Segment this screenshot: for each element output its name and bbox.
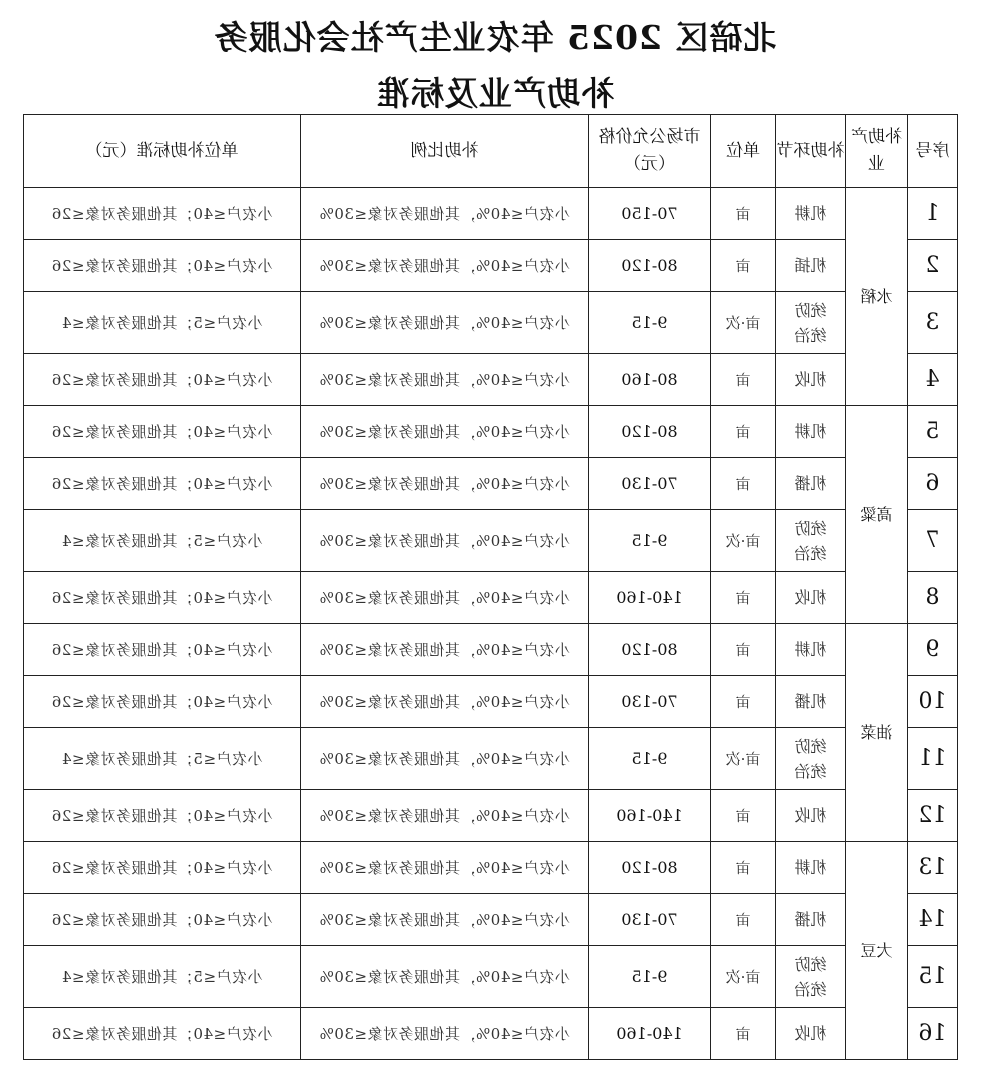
table-body [24,188,958,1060]
price-cell: 70-150 [589,188,711,240]
stage-cell: 机耕 [776,188,846,240]
ratio-cell: 小农户≤40%，其他服务对象≤30% [301,406,589,458]
price-cell: 80-120 [589,406,711,458]
standard-cell: 小农户≤40；其他服务对象≤26 [24,188,301,240]
row-seq: 9 [908,624,958,676]
ratio-cell: 小农户≤40%，其他服务对象≤30% [301,572,589,624]
stage-cell: 机收 [776,790,846,842]
standard-cell: 小农户≤40；其他服务对象≤26 [24,406,301,458]
table-row [24,624,958,676]
unit-cell: 亩 [711,1008,776,1060]
stage-cell: 统防统治 [776,946,846,1008]
row-seq: 6 [908,458,958,510]
unit-cell: 亩 [711,842,776,894]
standard-cell: 小农户≤40；其他服务对象≤26 [24,894,301,946]
price-cell: 80-120 [589,624,711,676]
stage-cell: 统防统治 [776,728,846,790]
standard-cell: 小农户≤5；其他服务对象≤4 [24,946,301,1008]
row-seq: 3 [908,292,958,354]
unit-cell: 亩 [711,240,776,292]
row-seq: 15 [908,946,958,1008]
unit-cell: 亩 [711,624,776,676]
price-cell: 70-130 [589,894,711,946]
industry-cell: 大豆 [846,842,908,1060]
document-title-line1: 北碚区 2025 年农业生产社会化服务 [213,18,777,57]
price-cell: 9-15 [589,728,711,790]
stage-cell: 机耕 [776,624,846,676]
price-cell: 80-160 [589,354,711,406]
ratio-cell: 小农户≤40%，其他服务对象≤30% [301,624,589,676]
table-row [24,458,958,510]
unit-cell: 亩·次 [711,728,776,790]
table-row [24,188,958,240]
row-seq: 5 [908,406,958,458]
stage-cell: 机播 [776,458,846,510]
table-row [24,406,958,458]
standard-cell: 小农户≤40；其他服务对象≤26 [24,842,301,894]
stage-cell: 机耕 [776,406,846,458]
industry-cell: 高粱 [846,406,908,624]
price-cell: 140-160 [589,1008,711,1060]
table-row [24,790,958,842]
ratio-cell: 小农户≤40%，其他服务对象≤30% [301,676,589,728]
table-row [24,292,958,354]
unit-cell: 亩 [711,188,776,240]
ratio-cell: 小农户≤40%，其他服务对象≤30% [301,458,589,510]
table-row [24,728,958,790]
unit-cell: 亩·次 [711,946,776,1008]
row-seq: 1 [908,188,958,240]
ratio-cell: 小农户≤40%，其他服务对象≤30% [301,790,589,842]
table-row [24,510,958,572]
industry-cell: 油菜 [846,624,908,842]
price-cell: 70-130 [589,676,711,728]
price-cell: 80-120 [589,842,711,894]
unit-cell: 亩·次 [711,510,776,572]
table-row [24,894,958,946]
subsidy-table [23,114,958,1060]
table-row [24,842,958,894]
ratio-cell: 小农户≤40%，其他服务对象≤30% [301,842,589,894]
row-seq: 7 [908,510,958,572]
standard-cell: 小农户≤40；其他服务对象≤26 [24,790,301,842]
ratio-cell: 小农户≤40%，其他服务对象≤30% [301,354,589,406]
document-title-line2: 补助产业及标准 [376,74,614,113]
standard-cell: 小农户≤40；其他服务对象≤26 [24,458,301,510]
header-seq: 序号 [908,115,958,188]
table-header-row [24,115,958,188]
standard-cell: 小农户≤40；其他服务对象≤26 [24,1008,301,1060]
row-seq: 2 [908,240,958,292]
stage-cell: 机播 [776,676,846,728]
stage-cell: 机插 [776,240,846,292]
header-unit: 单位 [711,115,776,188]
ratio-cell: 小农户≤40%，其他服务对象≤30% [301,292,589,354]
stage-cell: 统防统治 [776,292,846,354]
ratio-cell: 小农户≤40%，其他服务对象≤30% [301,240,589,292]
ratio-cell: 小农户≤40%，其他服务对象≤30% [301,510,589,572]
header-standard: 单位补助标准（元） [24,115,301,188]
row-seq: 13 [908,842,958,894]
stage-cell: 机耕 [776,842,846,894]
row-seq: 4 [908,354,958,406]
unit-cell: 亩 [711,406,776,458]
standard-cell: 小农户≤40；其他服务对象≤26 [24,354,301,406]
price-cell: 70-130 [589,458,711,510]
price-cell: 80-120 [589,240,711,292]
price-cell: 9-15 [589,946,711,1008]
stage-cell: 机播 [776,894,846,946]
standard-cell: 小农户≤40；其他服务对象≤26 [24,624,301,676]
table-row [24,1008,958,1060]
ratio-cell: 小农户≤40%，其他服务对象≤30% [301,728,589,790]
ratio-cell: 小农户≤40%，其他服务对象≤30% [301,894,589,946]
row-seq: 14 [908,894,958,946]
price-cell: 140-160 [589,790,711,842]
price-cell: 9-15 [589,292,711,354]
standard-cell: 小农户≤5；其他服务对象≤4 [24,292,301,354]
unit-cell: 亩 [711,354,776,406]
ratio-cell: 小农户≤40%，其他服务对象≤30% [301,946,589,1008]
standard-cell: 小农户≤5；其他服务对象≤4 [24,510,301,572]
table-row [24,354,958,406]
header-industry: 补助产业 [846,115,908,188]
row-seq: 10 [908,676,958,728]
unit-cell: 亩 [711,676,776,728]
ratio-cell: 小农户≤40%，其他服务对象≤30% [301,188,589,240]
stage-cell: 统防统治 [776,510,846,572]
unit-cell: 亩 [711,894,776,946]
price-cell: 140-160 [589,572,711,624]
standard-cell: 小农户≤40；其他服务对象≤26 [24,240,301,292]
unit-cell: 亩 [711,790,776,842]
price-cell: 9-15 [589,510,711,572]
industry-cell: 水稻 [846,188,908,406]
table-row [24,572,958,624]
table-row [24,946,958,1008]
unit-cell: 亩 [711,458,776,510]
unit-cell: 亩·次 [711,292,776,354]
row-seq: 12 [908,790,958,842]
ratio-cell: 小农户≤40%，其他服务对象≤30% [301,1008,589,1060]
unit-cell: 亩 [711,572,776,624]
stage-cell: 机收 [776,1008,846,1060]
table-row [24,676,958,728]
standard-cell: 小农户≤5；其他服务对象≤4 [24,728,301,790]
row-seq: 16 [908,1008,958,1060]
row-seq: 11 [908,728,958,790]
stage-cell: 机收 [776,572,846,624]
header-ratio: 补助比例 [301,115,589,188]
standard-cell: 小农户≤40；其他服务对象≤26 [24,572,301,624]
header-stage: 补助环节 [776,115,846,188]
row-seq: 8 [908,572,958,624]
standard-cell: 小农户≤40；其他服务对象≤26 [24,676,301,728]
header-price: 市场公允价格（元） [589,115,711,188]
stage-cell: 机收 [776,354,846,406]
table-row [24,240,958,292]
